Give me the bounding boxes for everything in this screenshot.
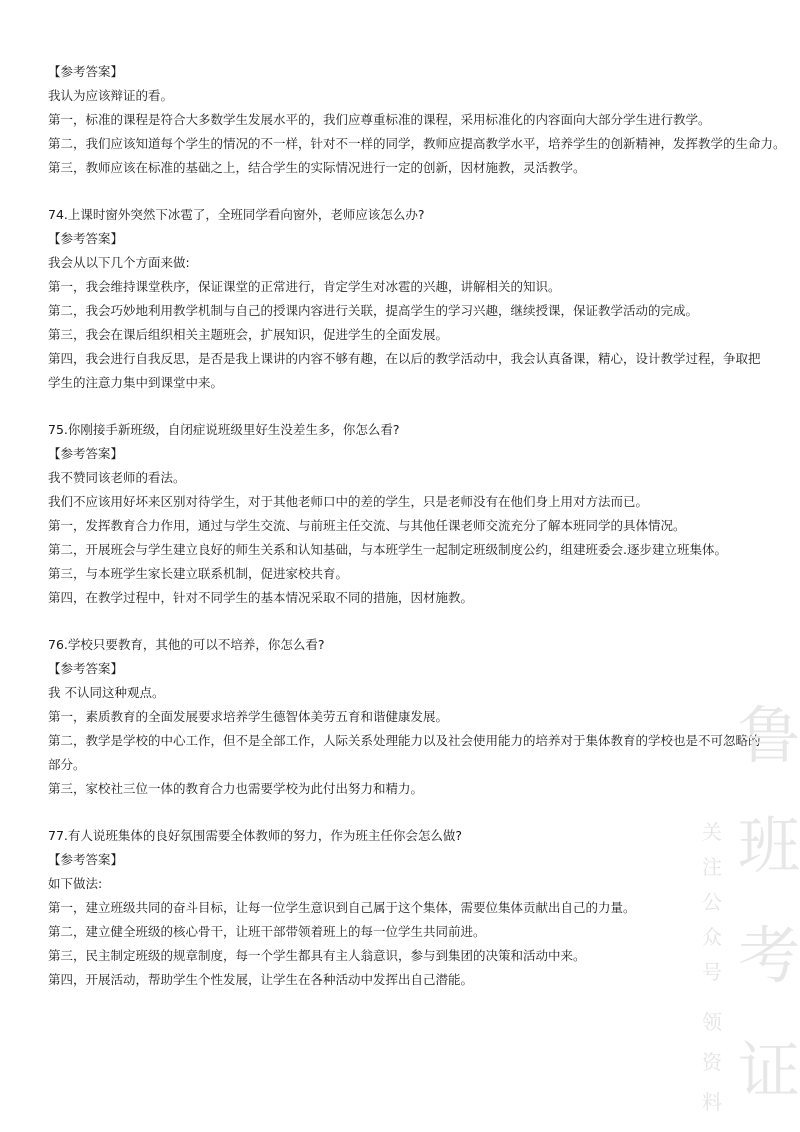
question-title: 77.有人说班集体的良好氛围需要全体教师的努力，作为班主任你会怎么做?	[48, 828, 463, 843]
answer-line: 第三，教师应该在标准的基础之上，结合学生的实际情况进行一定的创新，因材施教，灵活教学。	[48, 160, 586, 175]
answer-line: 我会从以下几个方面来做:	[48, 255, 190, 270]
qa-section-73	[48, 60, 786, 180]
watermark-char: 领	[702, 1010, 722, 1034]
answer-label: 【参考答案】	[48, 852, 124, 867]
answer-line: 第四，我会进行自我反思，是否是我上课讲的内容不够有趣，在以后的教学活动中，我会认真备课，精心，设计教学过程，争取把学生的注意力集中到课堂中来。	[48, 351, 761, 390]
answer-line: 第一，发挥教育合力作用，通过与学生交流、与前班主任交流、与其他任课老师交流充分了解本班同学的具体情况。	[48, 518, 686, 533]
document-body	[48, 60, 786, 992]
answer-line: 我们不应该用好坏来区别对待学生，对于其他老师口中的差的学生，只是老师没有在他们身上用对方法而已。	[48, 494, 649, 509]
answer-line: 第一，建立班级共同的奋斗目标，让每一位学生意识到自己属于这个集体，需要位集体贡献出自己的力量。	[48, 900, 636, 915]
watermark-char: 鲁	[738, 699, 800, 772]
answer-line: 第二，教学是学校的中心工作，但不是全部工作，人际关系处理能力以及社会使用能力的培养对于集体教育的学校也是不可忽略的部分。	[48, 733, 761, 772]
answer-line: 第一，我会维持课堂秩序，保证课堂的正常进行，肯定学生对冰雹的兴趣，讲解相关的知识。	[48, 279, 561, 294]
watermark-char: 号	[702, 960, 722, 984]
watermark-char: 考	[738, 919, 800, 992]
answer-label: 【参考答案】	[48, 64, 124, 79]
answer-line: 第一，标准的课程是符合大多数学生发展水平的，我们应尊重标准的课程，采用标准化的内容面向大部分学生进行教学。	[48, 112, 711, 127]
question-title: 76.学校只要教育，其他的可以不培养，你怎么看?	[48, 637, 325, 652]
question-title: 75.你刚接手新班级，自闭症说班级里好生没差生多，你怎么看?	[48, 422, 400, 437]
answer-line: 我不赞同该老师的看法。	[48, 470, 186, 485]
answer-line: 第一，素质教育的全面发展要求培养学生德智体美劳五育和谐健康发展。	[48, 709, 449, 724]
watermark-char: 班	[738, 809, 800, 882]
qa-section-77	[48, 820, 768, 992]
answer-line: 如下做法:	[48, 876, 103, 891]
watermark-char: 众	[702, 925, 722, 949]
qa-section-76	[48, 633, 768, 801]
watermark-char: 公	[702, 890, 722, 914]
watermark-char: 料	[702, 1090, 722, 1114]
answer-label: 【参考答案】	[48, 446, 124, 461]
answer-line: 第二，建立健全班级的核心骨干，让班干部带领着班上的每一位学生共同前进。	[48, 924, 486, 939]
answer-line: 第二，我会巧妙地利用教学机制与自己的授课内容进行关联，提高学生的学习兴趣，继续授课，保证教学活动的完成。	[48, 303, 699, 318]
answer-line: 第三，与本班学生家长建立联系机制，促进家校共育。	[48, 566, 349, 581]
answer-line: 第二，我们应该知道每个学生的情况的不一样，针对不一样的同学，教师应提高教学水平，培养学生的创新精神，发挥教学的生命力。	[48, 136, 786, 151]
qa-section-74	[48, 203, 768, 395]
answer-line: 第四，在教学过程中，针对不同学生的基本情况采取不同的措施，因材施教。	[48, 590, 474, 605]
watermark-char: 关	[702, 820, 722, 844]
watermark-char: 证	[738, 1034, 800, 1107]
answer-label: 【参考答案】	[48, 231, 124, 246]
qa-section-75	[48, 418, 768, 610]
answer-line: 第三，我会在课后组织相关主题班会，扩展知识，促进学生的全面发展。	[48, 327, 449, 342]
answer-line: 第二，开展班会与学生建立良好的师生关系和认知基础，与本班学生一起制定班级制度公约，组建班委会.逐步建立班集体。	[48, 542, 727, 557]
watermark-char: 资	[702, 1050, 722, 1074]
answer-label: 【参考答案】	[48, 661, 124, 676]
answer-line: 我认为应该辩证的看。	[48, 88, 174, 103]
answer-line: 第四，开展活动，帮助学生个性发展，让学生在各种活动中发挥出自己潜能。	[48, 972, 474, 987]
question-title: 74.上课时窗外突然下冰雹了，全班同学看向窗外，老师应该怎么办?	[48, 207, 425, 222]
answer-line: 第三，民主制定班级的规章制度，每一个学生都具有主人翁意识，参与到集团的决策和活动中来。	[48, 948, 586, 963]
answer-line: 第三，家校社三位一体的教育合力也需要学校为此付出努力和精力。	[48, 781, 424, 796]
watermark-char: 注	[702, 855, 722, 879]
answer-line: 我 不认同这种观点。	[48, 685, 165, 700]
